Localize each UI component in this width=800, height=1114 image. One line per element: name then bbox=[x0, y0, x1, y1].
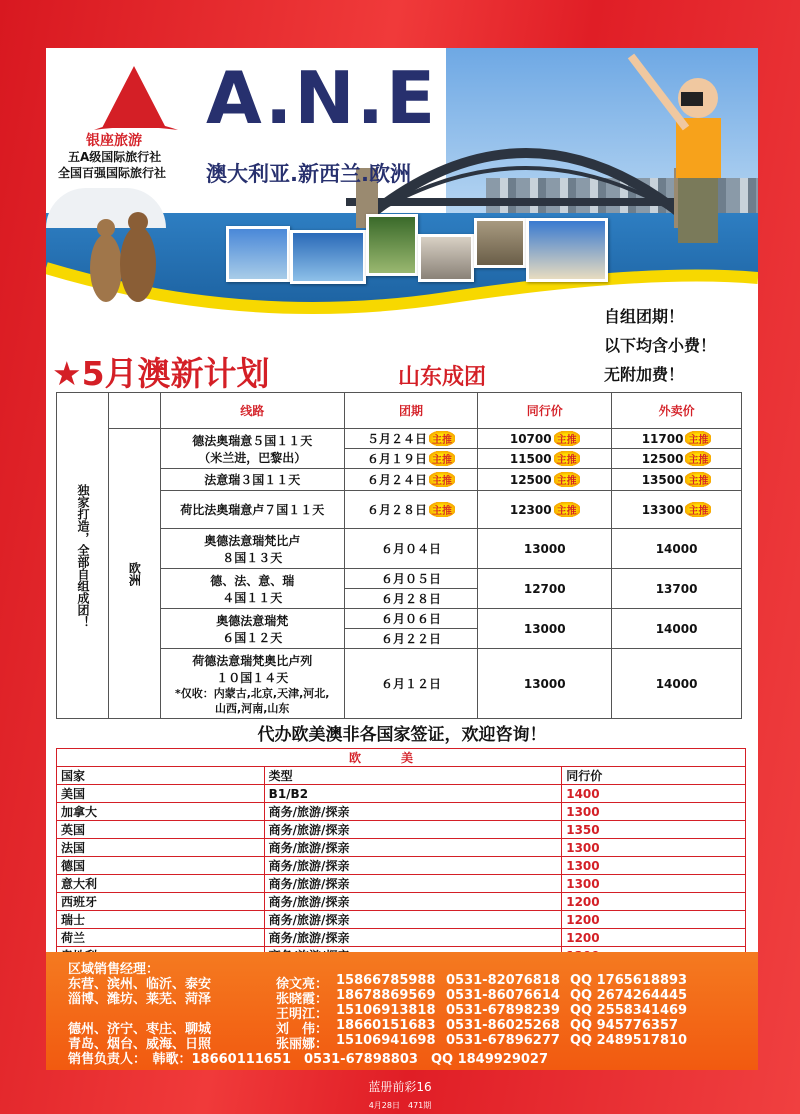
visa-price: 1200 bbox=[562, 911, 746, 929]
featured-tag: 主推 bbox=[429, 451, 455, 466]
route-name: 德、法、意、瑞 bbox=[210, 573, 295, 588]
bungee-photo bbox=[366, 214, 418, 276]
contact-tel: 0531-82076818 bbox=[446, 973, 560, 988]
table-row bbox=[57, 839, 746, 857]
area-list: 德州、济宁、枣庄、聊城 bbox=[68, 1022, 212, 1037]
retail-price-cell bbox=[612, 491, 742, 529]
table-row bbox=[57, 429, 742, 449]
route-detail: （米兰进，巴黎出） bbox=[198, 450, 307, 465]
brand-title: A.N.E bbox=[206, 56, 438, 140]
header-price: 同行价 bbox=[562, 767, 746, 785]
girl-with-binoculars-image bbox=[626, 48, 756, 248]
empty-cell bbox=[108, 393, 160, 429]
area-list: 青岛、烟台、威海、日照 bbox=[68, 1037, 212, 1052]
area-list: 淄博、潍坊、莱芜、菏泽 bbox=[68, 992, 212, 1007]
price: 13300 bbox=[641, 503, 684, 517]
table-row bbox=[57, 803, 746, 821]
header-date: 团期 bbox=[344, 393, 478, 429]
retail-price-cell: 14000 bbox=[612, 609, 742, 649]
promo-line: 以下均含小费！ bbox=[604, 336, 717, 355]
visa-price: 1400 bbox=[562, 785, 746, 803]
visa-price: 1200 bbox=[562, 893, 746, 911]
date-cell: ６月０５日 bbox=[344, 569, 478, 589]
promo-line: 自组团期！ bbox=[604, 307, 685, 326]
region-label: 欧洲 bbox=[108, 429, 160, 719]
date-cell: ６月０４日 bbox=[344, 529, 478, 569]
table-row bbox=[57, 911, 746, 929]
route-detail: ６国１２天 bbox=[222, 630, 283, 645]
date-cell: ６月０６日 bbox=[344, 609, 478, 629]
visa-type: 商务/旅游/探亲 bbox=[264, 857, 562, 875]
route-detail: ４国１１天 bbox=[222, 590, 283, 605]
retail-price-cell bbox=[612, 449, 742, 469]
date: ６月２４日 bbox=[366, 473, 427, 487]
flyer-page bbox=[46, 48, 758, 1070]
peer-price-cell: 13000 bbox=[478, 609, 612, 649]
peer-price-cell bbox=[478, 449, 612, 469]
visa-caption-row bbox=[57, 749, 746, 767]
sales-manager: 销售负责人： 韩歌：18660111651 0531-67898803 QQ 1849929027 bbox=[68, 1052, 549, 1067]
contact-tel: 0531-86076614 bbox=[446, 988, 560, 1003]
featured-tag: 主推 bbox=[429, 472, 455, 487]
contact-tel: 0531-67896277 bbox=[446, 1033, 560, 1048]
contact-mobile: 18678869569 bbox=[336, 988, 436, 1003]
peer-price-cell bbox=[478, 491, 612, 529]
plan-title: ★5月澳新计划 bbox=[52, 354, 270, 393]
date-cell bbox=[344, 429, 478, 449]
route-cell bbox=[160, 569, 344, 609]
route-cell: 法意瑞３国１１天 bbox=[160, 469, 344, 491]
contact-name: 张晓霞： bbox=[276, 992, 329, 1007]
featured-tag: 主推 bbox=[554, 502, 580, 517]
peer-price-cell bbox=[478, 429, 612, 449]
tour-table bbox=[56, 392, 742, 719]
contact-qq: QQ 2674264445 bbox=[570, 988, 688, 1003]
price: 12500 bbox=[641, 452, 684, 466]
visa-type: 商务/旅游/探亲 bbox=[264, 839, 562, 857]
featured-tag: 主推 bbox=[554, 472, 580, 487]
side-note: 独家打造，全部自组成团！ bbox=[57, 393, 109, 719]
ruins-photo bbox=[474, 218, 526, 268]
contact-qq: QQ 2558341469 bbox=[570, 1003, 688, 1018]
visa-type: 商务/旅游/探亲 bbox=[264, 929, 562, 947]
skydiving-photo bbox=[290, 230, 366, 284]
contact-qq: QQ 945776357 bbox=[570, 1018, 679, 1033]
table-row bbox=[57, 929, 746, 947]
plan-subtitle: 山东成团 bbox=[398, 365, 487, 390]
visa-table bbox=[56, 748, 746, 965]
contact-mobile: 15106941698 bbox=[336, 1033, 436, 1048]
country: 加拿大 bbox=[57, 803, 265, 821]
contact-mobile: 15866785988 bbox=[336, 973, 436, 988]
contact-name: 刘 伟： bbox=[276, 1022, 329, 1037]
date-cell: ６月２２日 bbox=[344, 629, 478, 649]
visa-type: 商务/旅游/探亲 bbox=[264, 875, 562, 893]
balloon-photo bbox=[226, 226, 290, 282]
kangaroo-image bbox=[76, 198, 166, 308]
page-label: 蓝册前彩16 bbox=[368, 1080, 432, 1094]
contact-footer bbox=[46, 952, 758, 1070]
promo-notes bbox=[604, 302, 716, 389]
contact-tel: 0531-86025268 bbox=[446, 1018, 560, 1033]
table-row bbox=[57, 893, 746, 911]
contact-mobile: 18660151683 bbox=[336, 1018, 436, 1033]
contact-name: 王明江： bbox=[276, 1007, 329, 1022]
route-detail: １０国１４天 bbox=[216, 670, 289, 685]
statue-photo bbox=[418, 234, 474, 282]
area-list: 东营、滨州、临沂、泰安 bbox=[68, 977, 212, 992]
featured-tag: 主推 bbox=[685, 431, 711, 446]
visa-type: B1/B2 bbox=[264, 785, 562, 803]
route-name: 德法奥瑞意５国１１天 bbox=[192, 433, 313, 448]
logo-line-2: 全国百强国际旅行社 bbox=[58, 166, 167, 180]
featured-tag: 主推 bbox=[685, 472, 711, 487]
logo-name: 银座旅游 bbox=[86, 133, 142, 149]
contact-name: 张丽娜： bbox=[276, 1037, 329, 1052]
visa-type: 商务/旅游/探亲 bbox=[264, 893, 562, 911]
price: 12300 bbox=[509, 503, 552, 517]
logo-line-1: 五A级国际旅行社 bbox=[68, 150, 162, 164]
visa-header-row bbox=[57, 767, 746, 785]
header-retail-price: 外卖价 bbox=[612, 393, 742, 429]
price: 10700 bbox=[509, 432, 552, 446]
contact-qq: QQ 2489517810 bbox=[570, 1033, 688, 1048]
peer-price-cell: 12700 bbox=[478, 569, 612, 609]
retail-price-cell: 14000 bbox=[612, 529, 742, 569]
route-cell bbox=[160, 429, 344, 469]
retail-price-cell bbox=[612, 469, 742, 491]
featured-tag: 主推 bbox=[554, 451, 580, 466]
route-name: 奥德法意瑞梵比卢 bbox=[204, 533, 301, 548]
featured-tag: 主推 bbox=[429, 431, 455, 446]
route-note: 山西,河南,山东 bbox=[215, 701, 290, 715]
route-cell bbox=[160, 529, 344, 569]
date: ６月１９日 bbox=[366, 452, 427, 466]
date: ６月２８日 bbox=[366, 503, 427, 517]
visa-price: 1300 bbox=[562, 875, 746, 893]
route-note: *仅收：内蒙古,北京,天津,河北, bbox=[174, 686, 330, 700]
date-cell bbox=[344, 449, 478, 469]
featured-tag: 主推 bbox=[685, 502, 711, 517]
featured-tag: 主推 bbox=[429, 502, 455, 517]
country: 西班牙 bbox=[57, 893, 265, 911]
contact-mobile: 15106913818 bbox=[336, 1003, 436, 1018]
featured-tag: 主推 bbox=[685, 451, 711, 466]
retail-price-cell: 13700 bbox=[612, 569, 742, 609]
peer-price-cell: 13000 bbox=[478, 649, 612, 719]
contact-tel: 0531-67898239 bbox=[446, 1003, 560, 1018]
country: 德国 bbox=[57, 857, 265, 875]
date: ５月２４日 bbox=[366, 432, 427, 446]
header-banner bbox=[46, 48, 758, 330]
country: 美国 bbox=[57, 785, 265, 803]
date-cell: ６月２８日 bbox=[344, 589, 478, 609]
retail-price-cell bbox=[612, 429, 742, 449]
retail-price-cell: 14000 bbox=[612, 649, 742, 719]
visa-price: 1300 bbox=[562, 839, 746, 857]
country: 瑞士 bbox=[57, 911, 265, 929]
price: 11700 bbox=[641, 432, 684, 446]
visa-price: 1350 bbox=[562, 821, 746, 839]
contact-qq: QQ 1765618893 bbox=[570, 973, 688, 988]
date-cell bbox=[344, 491, 478, 529]
date-cell bbox=[344, 469, 478, 491]
route-detail: ８国１３天 bbox=[222, 550, 283, 565]
route-cell bbox=[160, 609, 344, 649]
header-route: 线路 bbox=[160, 393, 344, 429]
pisa-tower-photo bbox=[526, 218, 608, 282]
price: 13500 bbox=[641, 473, 684, 487]
peer-price-cell bbox=[478, 469, 612, 491]
country: 英国 bbox=[57, 821, 265, 839]
visa-price: 1300 bbox=[562, 857, 746, 875]
route-cell: 荷比法奥瑞意卢７国１１天 bbox=[160, 491, 344, 529]
table-row bbox=[57, 875, 746, 893]
route-cell bbox=[160, 649, 344, 719]
visa-type: 商务/旅游/探亲 bbox=[264, 911, 562, 929]
table-row bbox=[57, 785, 746, 803]
promo-line: 无附加费！ bbox=[604, 365, 685, 384]
peer-price-cell: 13000 bbox=[478, 529, 612, 569]
price: 11500 bbox=[509, 452, 552, 466]
featured-tag: 主推 bbox=[554, 431, 580, 446]
date-cell: ６月１２日 bbox=[344, 649, 478, 719]
visa-type: 商务/旅游/探亲 bbox=[264, 821, 562, 839]
visa-price: 1300 bbox=[562, 803, 746, 821]
issue-label: 4月28日 471期 bbox=[368, 1101, 432, 1110]
table-row bbox=[57, 857, 746, 875]
contact-name: 徐文亮： bbox=[276, 977, 329, 992]
table-header-row bbox=[57, 393, 742, 429]
brand-subtitle: 澳大利亚.新西兰.欧洲 bbox=[206, 162, 411, 186]
price: 12500 bbox=[509, 473, 552, 487]
country: 荷兰 bbox=[57, 929, 265, 947]
route-name: 奥德法意瑞梵 bbox=[216, 613, 289, 628]
footer-heading: 区域销售经理： bbox=[68, 962, 160, 977]
route-name: 荷德法意瑞梵奥比卢列 bbox=[192, 653, 313, 668]
visa-caption: 欧美 bbox=[57, 749, 746, 767]
country: 意大利 bbox=[57, 875, 265, 893]
header-country: 国家 bbox=[57, 767, 265, 785]
country: 法国 bbox=[57, 839, 265, 857]
visa-type: 商务/旅游/探亲 bbox=[264, 803, 562, 821]
header-peer-price: 同行价 bbox=[478, 393, 612, 429]
table-row bbox=[57, 821, 746, 839]
visa-title: 代办欧美澳非各国家签证，欢迎咨询！ bbox=[257, 725, 547, 745]
visa-price: 1200 bbox=[562, 929, 746, 947]
header-type: 类型 bbox=[264, 767, 562, 785]
